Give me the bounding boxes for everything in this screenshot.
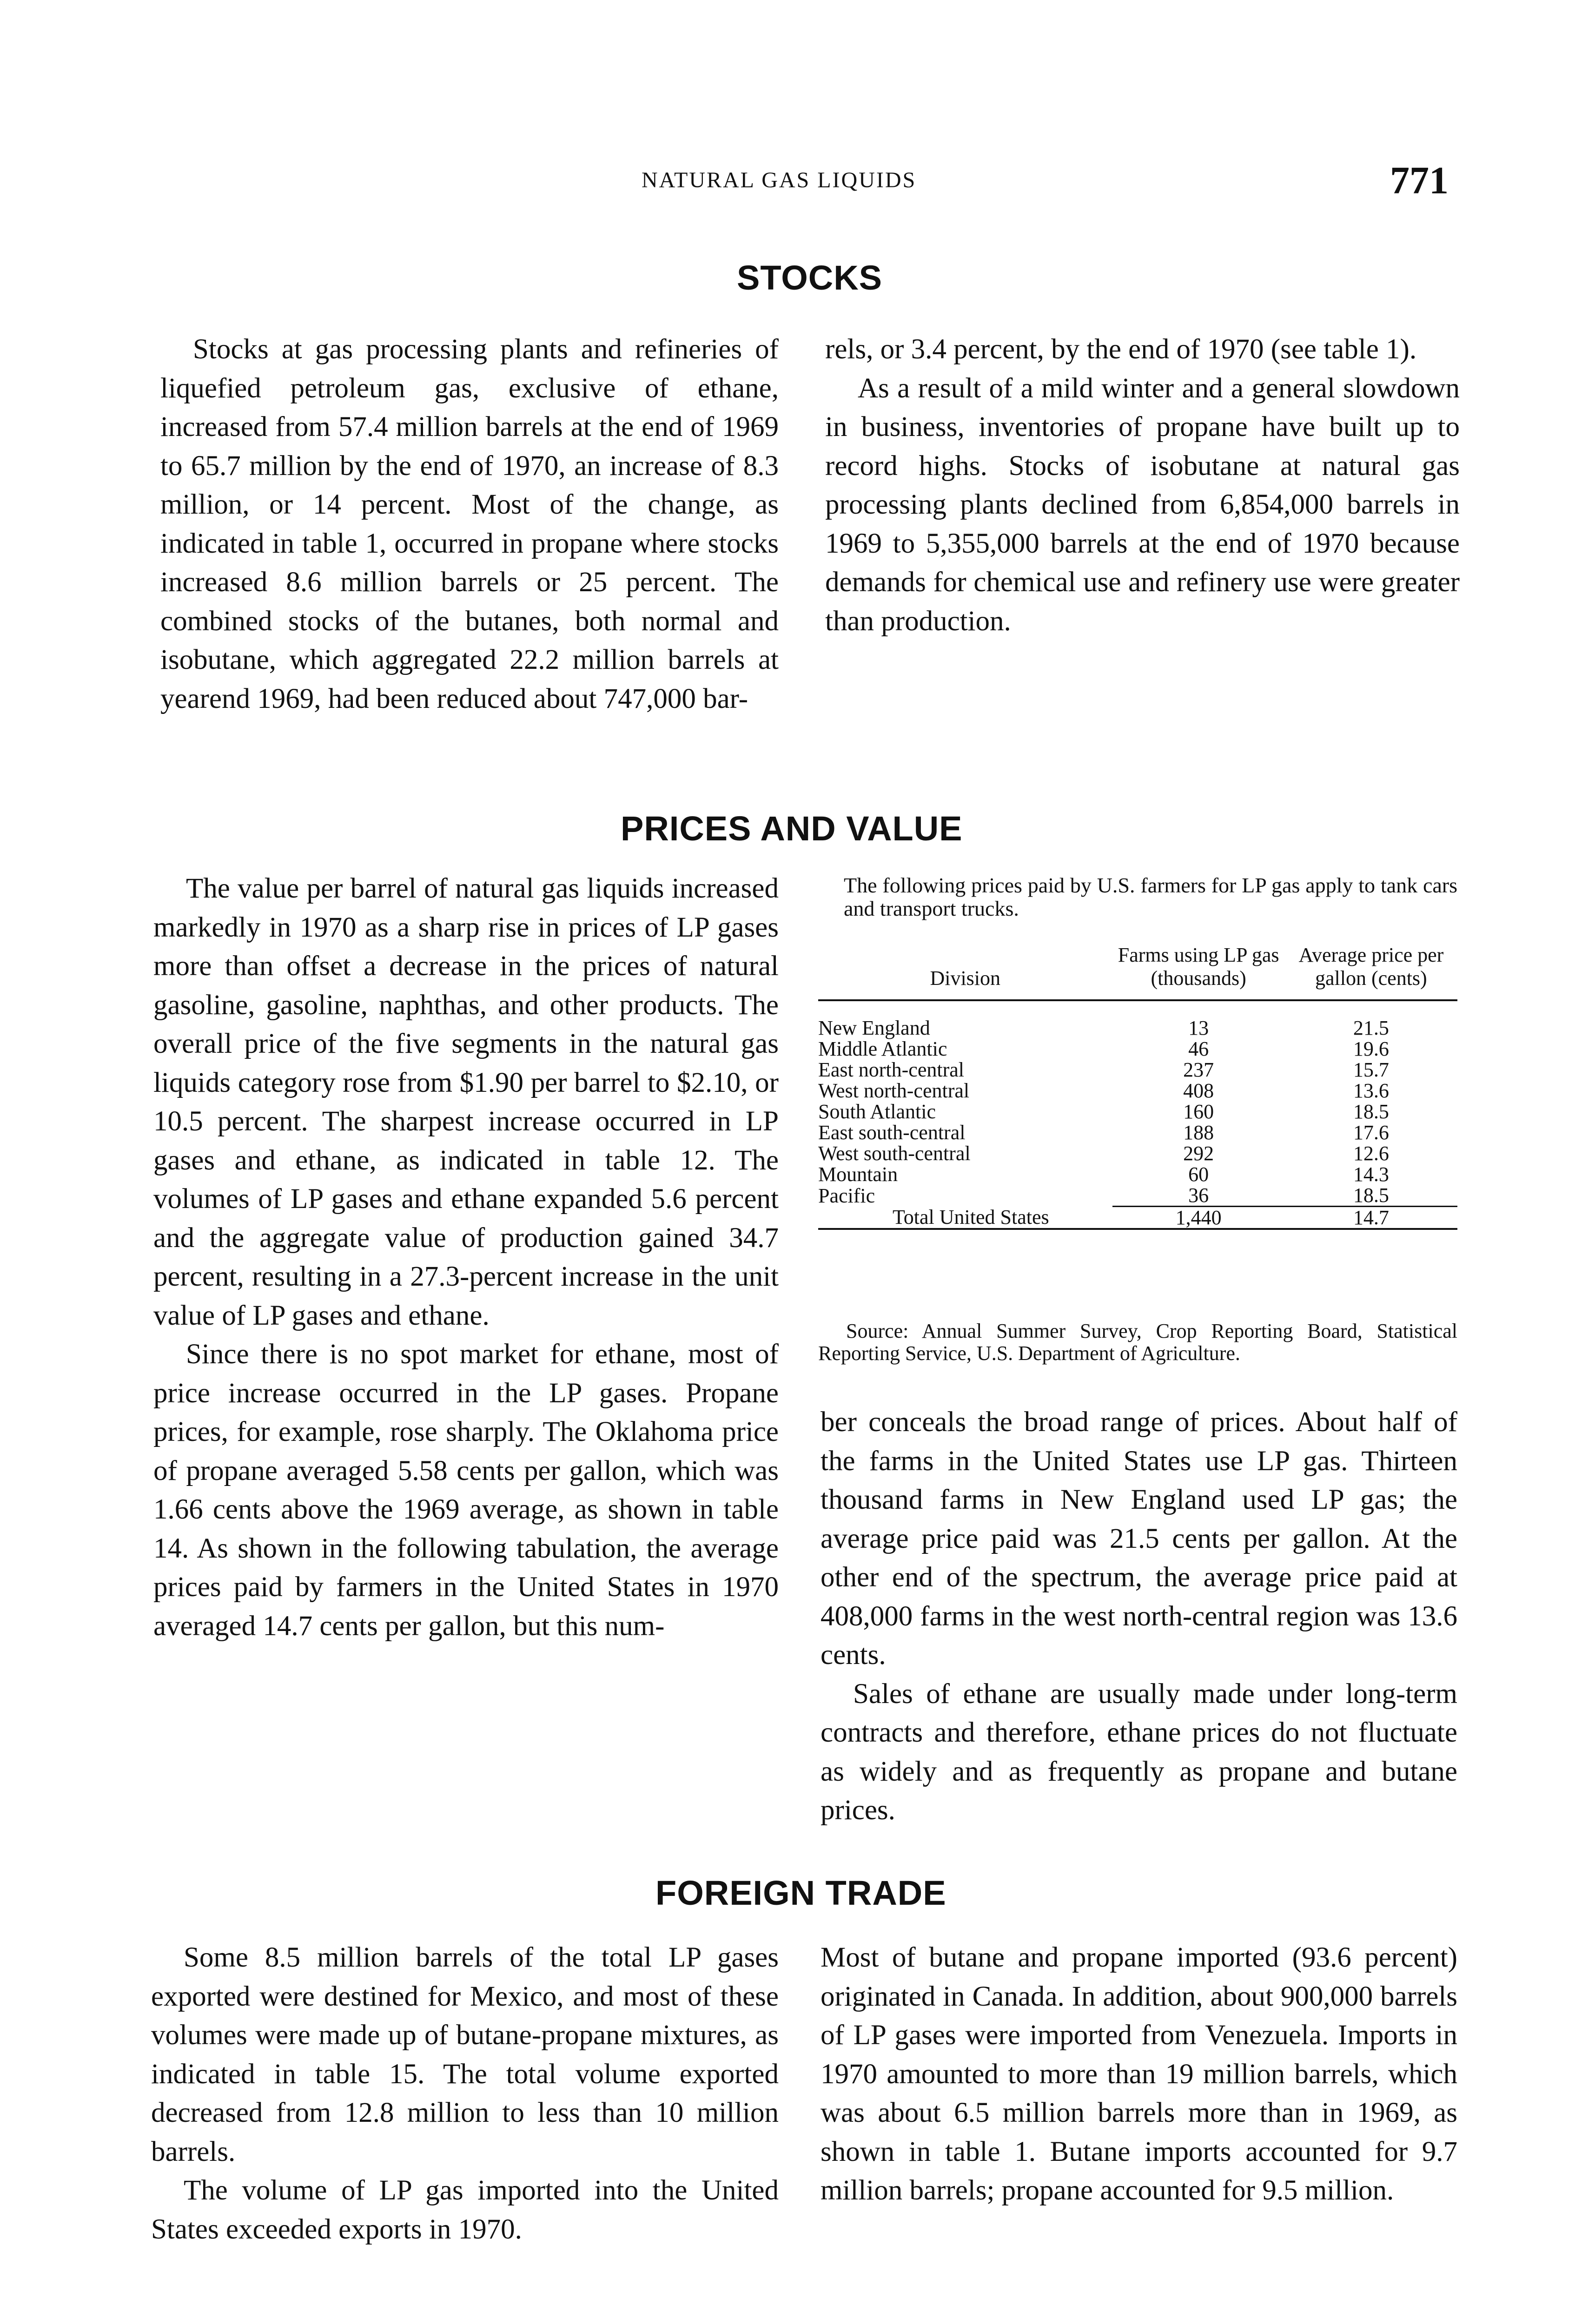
prices-heading: PRICES AND VALUE — [621, 809, 963, 848]
farms-cell: 160 — [1183, 1100, 1214, 1123]
column-header-division: Division — [818, 944, 1112, 1000]
table-row — [818, 1101, 1457, 1122]
prices-right-paragraph-2: Sales of ethane are usually made under long-term contracts and therefore, ethane prices do not fluctuate as widely and as frequently as propane and butane prices. — [821, 1678, 1457, 1826]
total-farms-cell: 1,440 — [1112, 1207, 1285, 1229]
price-cell: 15.7 — [1353, 1058, 1389, 1081]
price-cell: 18.5 — [1353, 1184, 1389, 1207]
foreign-trade-left-column — [151, 1938, 779, 2249]
stocks-heading: STOCKS — [737, 258, 883, 297]
stocks-left-paragraph: Stocks at gas processing plants and refineries of liquefied petroleum gas, exclusive of ethane, increased from 57.4 million barrels at the end of 1969 to 65.7 million by the end of 1970, an increase of 8.3 million, or 14 percent. Most of the change, as indicated in table 1, occurred in propane where stocks increased 8.6 million barrels or 25 percent. The combined stocks of the butanes, both normal and isobutane, which aggregated 22.2 million barrels at yearend 1969, had been reduced about 747,000 bar- — [160, 334, 779, 714]
prices-left-paragraph-2: Since there is no spot market for ethane, most of price increase occurred in the LP gases. Propane prices, for example, rose sharply. The Oklahoma price of propane averaged 5.58 cents per gallon, which was 1.66 cents above the 1969 average, as shown in table 14. As shown in the following tabulation, the average prices paid by farmers in the United States in 1970 averaged 14.7 cents per gallon, but this num- — [153, 1339, 779, 1642]
total-label-cell: Total United States — [818, 1207, 1112, 1229]
table-row — [818, 1143, 1457, 1164]
foreign-trade-heading: FOREIGN TRADE — [655, 1874, 946, 1912]
farms-cell: 408 — [1183, 1079, 1214, 1102]
table-row — [818, 1038, 1457, 1059]
price-cell: 18.5 — [1353, 1100, 1389, 1123]
price-cell: 17.6 — [1353, 1121, 1389, 1144]
lp-gas-price-table — [818, 944, 1457, 1230]
running-head — [0, 158, 1595, 214]
foreign-trade-left-paragraph-1: Some 8.5 million barrels of the total LP gases exported were destined for Mexico, and most of these volumes were made up of butane-propane mixtures, as indicated in table 15. The total volume exported decreased from 12.8 million to less than 10 million barrels. — [151, 1942, 779, 2167]
division-cell: East north-central — [818, 1058, 964, 1081]
farms-cell: 292 — [1183, 1142, 1214, 1165]
table-row — [818, 1164, 1457, 1185]
stocks-right-column — [825, 330, 1460, 640]
source-note-text: Source: Annual Summer Survey, Crop Reporting Board, Statistical Reporting Service, U.S. Department of Agriculture. — [818, 1320, 1457, 1365]
division-cell: West south-central — [818, 1142, 971, 1165]
table-header-row — [818, 944, 1457, 1000]
running-title: NATURAL GAS LIQUIDS — [642, 168, 917, 192]
table-source-note — [818, 1320, 1457, 1365]
total-price-cell: 14.7 — [1285, 1207, 1457, 1229]
page-number: 771 — [1390, 159, 1449, 202]
division-cell: West north-central — [818, 1079, 970, 1102]
table-row — [818, 1059, 1457, 1080]
table-row — [818, 1185, 1457, 1207]
table-intro: The following prices paid by U.S. farmers for LP gas apply to tank cars and transport trucks. — [844, 873, 1457, 920]
farms-cell: 46 — [1188, 1037, 1209, 1060]
prices-right-paragraph-1: ber conceals the broad range of prices. About half of the farms in the United States use LP gas. Thirteen thousand farms in New England used LP gas; the average price paid was 21.5 cents per gallon. At the other end of the spectrum, the average price paid at 408,000 farms in the west north-central region was 13.6 cents. — [821, 1406, 1457, 1670]
division-cell: East south-central — [818, 1121, 966, 1144]
division-cell: Middle Atlantic — [818, 1037, 947, 1060]
foreign-trade-right-column — [821, 1938, 1457, 2210]
table-row — [818, 1080, 1457, 1101]
stocks-right-paragraph-2: As a result of a mild winter and a general slowdown in business, inventories of propane have built up to record highs. Stocks of isobutane at natural gas processing plants declined from 6,854,000 barrels in 1969 to 5,355,000 barrels at the end of 1970 because demands for chemical use and refinery use were greater than production. — [825, 372, 1460, 637]
division-cell: Mountain — [818, 1163, 898, 1186]
foreign-trade-right-paragraph: Most of butane and propane imported (93.6 percent) originated in Canada. In addition, about 900,000 barrels of LP gases were imported from Venezuela. Imports in 1970 amounted to more than 19 million barrels, which was about 6.5 million barrels more than in 1969, as shown in table 1. Butane imports accounted for 9.7 million barrels; propane accounted for 9.5 million. — [821, 1942, 1457, 2206]
farms-cell: 36 — [1188, 1184, 1209, 1207]
price-cell: 12.6 — [1353, 1142, 1389, 1165]
column-header-price: Average price per gallon (cents) — [1285, 944, 1457, 1000]
foreign-trade-left-paragraph-2: The volume of LP gas imported into the United States exceeded exports in 1970. — [151, 2175, 779, 2245]
price-cell: 14.3 — [1353, 1163, 1389, 1186]
prices-left-column — [153, 869, 779, 1645]
farms-cell: 188 — [1183, 1121, 1214, 1144]
division-cell: New England — [818, 1017, 930, 1039]
farms-cell: 13 — [1188, 1017, 1209, 1039]
column-header-farms: Farms using LP gas (thousands) — [1112, 944, 1285, 1000]
table-total-row — [818, 1207, 1457, 1229]
farms-cell: 60 — [1188, 1163, 1209, 1186]
stocks-right-paragraph-1: rels, or 3.4 percent, by the end of 1970 (see table 1). — [825, 334, 1417, 365]
table-row — [818, 1122, 1457, 1143]
price-cell: 13.6 — [1353, 1079, 1389, 1102]
prices-left-paragraph-1: The value per barrel of natural gas liquids increased markedly in 1970 as a sharp rise in prices of LP gases more than offset a decrease in the prices of natural gasoline, gasoline, naphthas, and other products. The overall price of the five segments in the natural gas liquids category rose from $1.90 per barrel to $2.10, or 10.5 percent. The sharpest increase occurred in LP gases and ethane, as indicated in table 12. The volumes of LP gases and ethane expanded 5.6 percent and the aggregate value of production gained 34.7 percent, resulting in a 27.3-percent increase in the unit value of LP gases and ethane. — [153, 873, 779, 1331]
division-cell: South Atlantic — [818, 1100, 936, 1123]
prices-right-column — [821, 1403, 1457, 1830]
price-cell: 21.5 — [1353, 1017, 1389, 1039]
table-row — [818, 1000, 1457, 1038]
farms-cell: 237 — [1183, 1058, 1214, 1081]
stocks-left-column — [160, 330, 779, 718]
division-cell: Pacific — [818, 1184, 875, 1207]
price-cell: 19.6 — [1353, 1037, 1389, 1060]
